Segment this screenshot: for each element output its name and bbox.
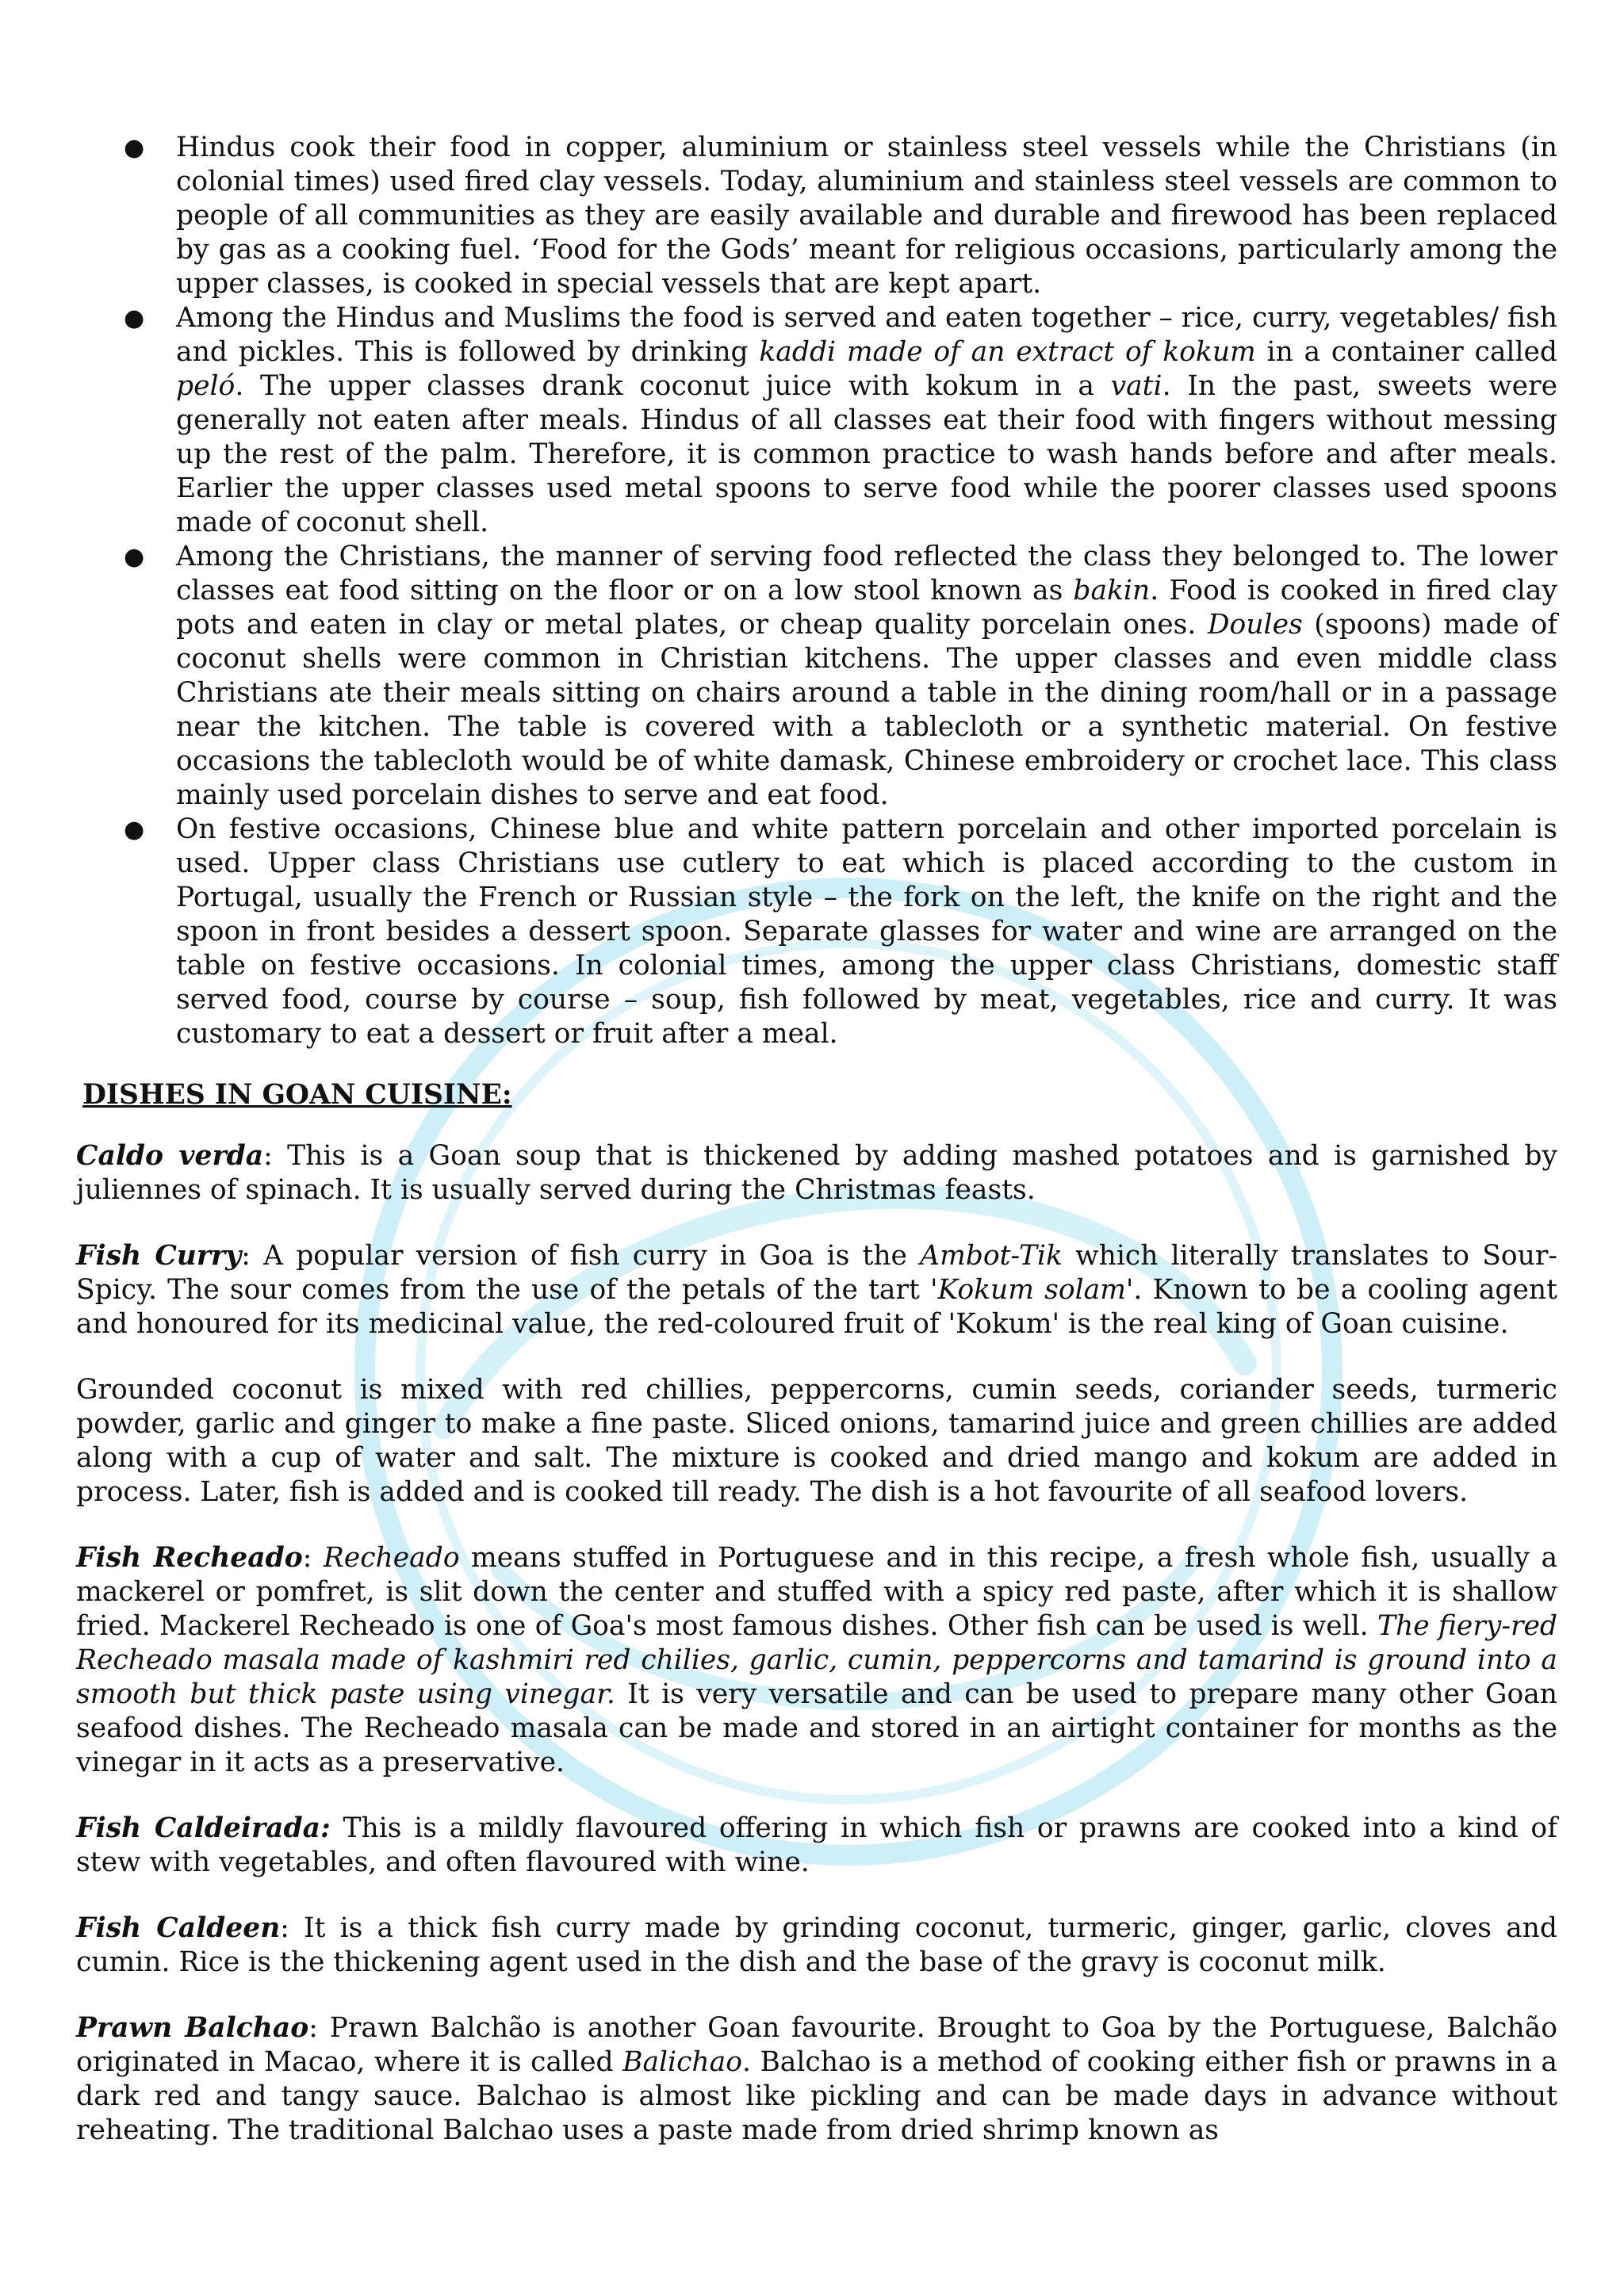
paragraph-fish-curry [76, 1239, 1557, 1341]
text-run: (spoons) made of coconut shells were common in Christian kitchens. The upper classes and even middle class Christians ate their meals sitting on chairs around a table in the dining room/hall or in a passage near the kitchen. The table is covered with a tablecloth or a synthetic material. On festive occasions the tablecloth would be of white damask, Chinese embroidery or crochet lace. This class mainly used porcelain dishes to serve and eat food. [176, 609, 1557, 811]
bullet-text [176, 541, 1557, 811]
text-run: in a container called [1255, 336, 1557, 368]
text-run: means stuffed in Portuguese and in this recipe, a fresh whole fish, usually a mackerel or pomfret, is slit down the center and stuffed with a spicy red paste, after which it is shallow fried. Mackerel Recheado is one of Goa's most famous dishes. Other fish can be used is well. [76, 1542, 1558, 1642]
text-run: This is a mildly flavoured offering in which fish or prawns are cooked into a kind of stew with vegetables, and often flavoured with wine. [76, 1812, 1557, 1878]
bullet-dot-icon: ● [124, 816, 145, 844]
bullet-item [76, 131, 1557, 301]
dish-name: Fish Curry [76, 1240, 242, 1272]
text-run: Grounded coconut is mixed with red chillies, peppercorns, cumin seeds, coriander seeds, turmeric powder, garlic and ginger to make a fine paste. Sliced onions, tamarind juice and green chillies are added along with a cup of water and salt. The mixture is cooked and dried mango and kokum are added in process. Later, fish is added and is cooked till ready. The dish is a hot favourite of all seafood lovers. [76, 1374, 1557, 1508]
paragraph-fish-caldeen [76, 1911, 1557, 1980]
bullet-text [176, 132, 1557, 300]
italic-text: kaddi made of an extract of kokum [759, 336, 1256, 368]
dish-name: Prawn Balchao [76, 2012, 309, 2044]
text-run: Hindus cook their food in copper, aluminium or stainless steel vessels while the Christians (in colonial times) used fired clay vessels. Today, aluminium and stainless steel vessels are common to people of all communities as they are easily available and durable and firewood has been replaced by gas as a cooking fuel. ‘Food for the Gods’ meant for religious occasions, particularly among the upper classes, is cooked in special vessels that are kept apart. [176, 132, 1557, 300]
text-run: which literally translates to Sour-Spicy. The sour comes from the use of the petals of the tart [76, 1240, 1557, 1306]
italic-text: vati [1110, 370, 1162, 402]
italic-text: Ambot-Tik [920, 1240, 1063, 1272]
text-run: : Prawn Balchão is another Goan favourite. Brought to Goa by the Portuguese, Balchão originated in Macao, where it is called [76, 2012, 1558, 2078]
bullet-dot-icon: ● [124, 134, 145, 162]
text-run: : [302, 1542, 324, 1574]
text-run: : It is a thick fish curry made by grinding coconut, turmeric, ginger, garlic, cloves and cumin. Rice is the thickening agent used in the dish and the base of the gravy is coconut milk. [76, 1912, 1557, 1978]
document-page [76, 131, 1557, 2148]
italic-text: peló [176, 370, 236, 402]
dish-name: Caldo verda [76, 1140, 264, 1172]
section-heading: DISHES IN GOAN CUISINE: [82, 1079, 512, 1111]
text-run: On festive occasions, Chinese blue and white pattern porcelain and other imported porcelain is used. Upper class Christians use cutlery to eat which is placed according to the custom in Portugal, usually the French or Russian style – the fork on the left, the knife on the right and the spoon in front besides a dessert spoon. Separate glasses for water and wine are arranged on the table on festive occasions. In colonial times, among the upper class Christians, domestic staff served food, course by course – soup, fish followed by meat, vegetables, rice and curry. It was customary to eat a dessert or fruit after a meal. [176, 813, 1557, 1050]
italic-text: Doules [1207, 609, 1303, 641]
italic-text: The fiery-red Recheado masala made of kashmiri red chilies, garlic, cumin, peppercorns and tamarind is ground into a smooth but thick paste using vinegar. [76, 1610, 1557, 1710]
text-run: . Known to be a cooling agent and honoured for its medicinal value, the red-coloured fruit of 'Kokum' is the real king of Goan cuisine. [76, 1274, 1558, 1340]
bullet-text [176, 302, 1557, 538]
bullet-item [76, 813, 1557, 1051]
bullet-list [76, 131, 1557, 1051]
text-run: It is very versatile and can be used to prepare many other Goan seafood dishes. The Recheado masala can be made and stored in an airtight container for months as the vinegar in it acts as a preservative. [76, 1678, 1557, 1778]
italic-text: 'Kokum solam' [930, 1274, 1134, 1306]
text-run: : This is a Goan soup that is thickened by adding mashed potatoes and is garnished by juliennes of spinach. It is usually served during the Christmas feasts. [76, 1140, 1557, 1206]
text-run: . The upper classes drank coconut juice with kokum in a [235, 370, 1111, 402]
paragraph-fish-caldeirada [76, 1812, 1557, 1880]
text-run: . Food is cooked in fired clay pots and eaten in clay or metal plates, or cheap quality porcelain ones. [176, 575, 1557, 641]
dish-name: Fish Caldeen [76, 1912, 281, 1944]
bullet-item [76, 301, 1557, 540]
paragraph-prawn-balchao [76, 2011, 1557, 2148]
paragraph-caldo-verda [76, 1139, 1557, 1207]
bullet-text [176, 813, 1557, 1050]
bullet-dot-icon: ● [124, 543, 145, 571]
italic-text: bakin [1073, 575, 1151, 607]
dish-name: Fish Caldeirada: [76, 1812, 331, 1844]
italic-text: Recheado [323, 1542, 460, 1574]
text-run: . Balchao is a method of cooking either fish or prawns in a dark red and tangy sauce. Balchao is almost like pickling and can be made days in advance without reheating. The traditional Balchao uses a paste made from dried shrimp known as [76, 2046, 1557, 2146]
text-run: . In the past, sweets were generally not eaten after meals. Hindus of all classes eat their food with fingers without messing up the rest of the palm. Therefore, it is common practice to wash hands before and after meals. Earlier the upper classes used metal spoons to serve food while the poorer classes used spoons made of coconut shell. [176, 370, 1557, 538]
italic-text: Balichao [622, 2046, 742, 2078]
paragraph-fish-curry-method [76, 1373, 1557, 1510]
text-run: : A popular version of fish curry in Goa is the [241, 1240, 921, 1272]
bullet-item [76, 540, 1557, 813]
dish-name: Fish Recheado [76, 1542, 303, 1574]
text-run: Among the Christians, the manner of serving food reflected the class they belonged to. The lower classes eat food sitting on the floor or on a low stool known as [176, 541, 1557, 607]
text-run: Among the Hindus and Muslims the food is served and eaten together – rice, curry, vegetables/ fish and pickles. This is followed by drinking [176, 302, 1557, 368]
bullet-dot-icon: ● [124, 304, 145, 332]
paragraph-fish-recheado [76, 1541, 1557, 1780]
